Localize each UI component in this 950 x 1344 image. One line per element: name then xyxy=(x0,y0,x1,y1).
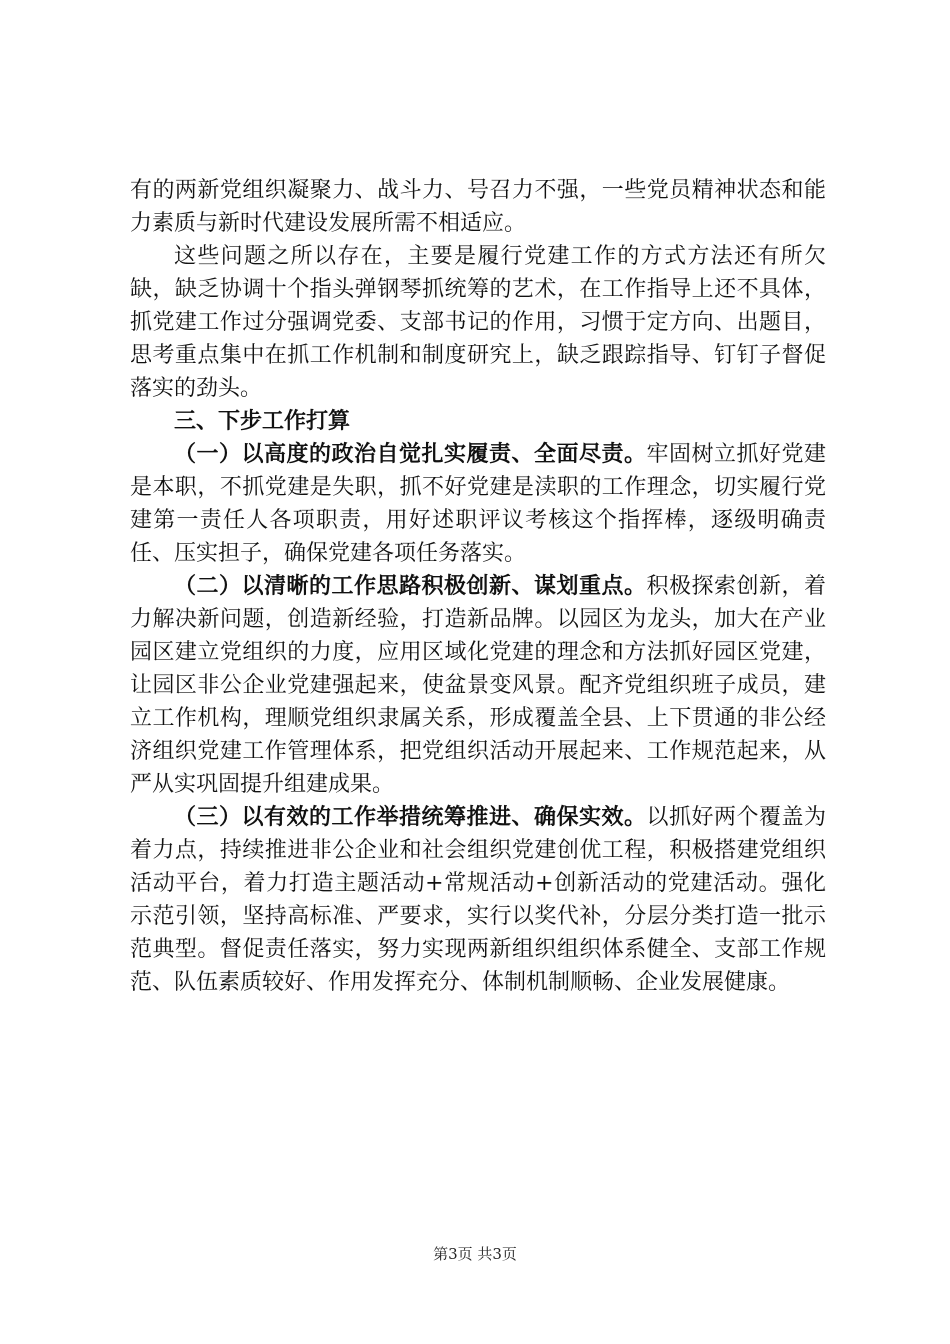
item-lead: （三）以有效的工作举措统筹推进、确保实效。 xyxy=(174,804,647,830)
item-lead: （一）以高度的政治自觉扎实履责、全面尽责。 xyxy=(174,441,647,467)
item-body: 以抓好两个覆盖为着力点，持续推进非公企业和社会组织党建创优工程，积极搭建党组织活动平台，着力打造主题活动+常规活动+创新活动的党建活动。强化示范引领，坚持高标准、严要求，实行以奖代补，分层分类打造一批示范典型。督促责任落实，努力实现两新组织组织体系健全、支部工作规范、队伍素质较好、作用发挥充分、体制机制顺畅、企业发展健康。 xyxy=(130,805,826,995)
list-item xyxy=(130,570,826,801)
list-item xyxy=(130,438,826,570)
list-item xyxy=(130,801,826,999)
item-lead: （二）以清晰的工作思路积极创新、谋划重点。 xyxy=(174,573,647,599)
paragraph-continued: 有的两新党组织凝聚力、战斗力、号召力不强，一些党员精神状态和能力素质与新时代建设发展所需不相适应。 xyxy=(130,178,826,236)
item-body: 牢固树立抓好党建是本职，不抓党建是失职，抓不好党建是渎职的工作理念，切实履行党建第一责任人各项职责，用好述职评议考核这个指挥棒，逐级明确责任、压实担子，确保党建各项任务落实。 xyxy=(130,442,826,566)
paragraph-reasons: 这些问题之所以存在，主要是履行党建工作的方式方法还有所欠缺，缺乏协调十个指头弹钢琴抓统筹的艺术，在工作指导上还不具体，抓党建工作过分强调党委、支部书记的作用，习惯于定方向、出题目，思考重点集中在抓工作机制和制度研究上，缺乏跟踪指导、钉钉子督促落实的劲头。 xyxy=(130,244,826,401)
item-body: 积极探索创新，着力解决新问题，创造新经验，打造新品牌。以园区为龙头，加大在产业园区建立党组织的力度，应用区域化党建的理念和方法抓好园区党建，让园区非公企业党建强起来，使盆景变风景。配齐党组织班子成员，建立工作机构，理顺党组织隶属关系，形成覆盖全县、上下贯通的非公经济组织党建工作管理体系，把党组织活动开展起来、工作规范起来，从严从实巩固提升组建成果。 xyxy=(130,574,826,797)
page-footer: 第3页 共3页 xyxy=(433,1245,517,1263)
section-heading: 三、下步工作打算 xyxy=(174,408,351,434)
document-body xyxy=(130,174,826,999)
